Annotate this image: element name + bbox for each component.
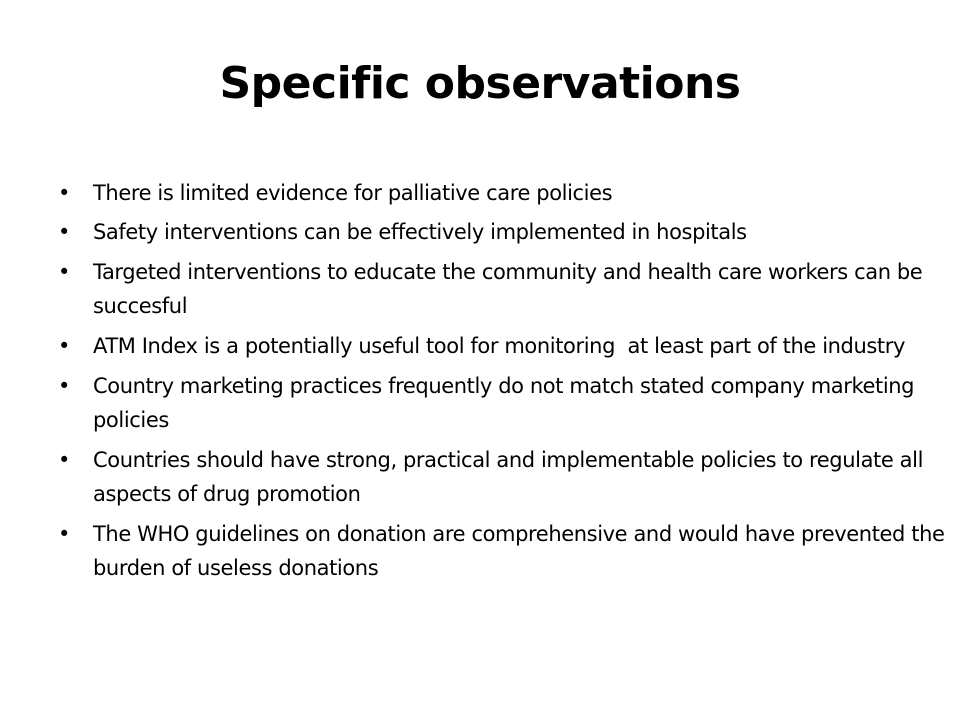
- bullet-item: [58, 517, 948, 585]
- bullet-icon: •: [58, 220, 70, 244]
- bullet-icon: •: [58, 181, 70, 205]
- bullet-icon: •: [58, 522, 70, 546]
- bullet-icon: •: [58, 334, 70, 358]
- bullet-text: ATM Index is a potentially useful tool for monitoring at least part of the industry: [93, 334, 906, 358]
- bullet-item: [58, 369, 948, 437]
- bullet-item: [58, 443, 948, 511]
- bullet-list: [58, 176, 948, 591]
- slide-title: Specific observations: [219, 58, 741, 109]
- bullet-icon: •: [58, 448, 70, 472]
- bullet-text: Country marketing practices frequently do not match stated company marketing policies: [93, 374, 915, 432]
- bullet-item: [58, 329, 948, 363]
- bullet-text: Targeted interventions to educate the community and health care workers can be succesful: [93, 260, 923, 318]
- bullet-text: Countries should have strong, practical and implementable policies to regulate all aspects of drug promotion: [93, 448, 924, 506]
- bullet-item: [58, 255, 948, 323]
- bullet-item: [58, 176, 948, 210]
- bullet-item: [58, 215, 948, 249]
- bullet-text: Safety interventions can be effectively implemented in hospitals: [93, 220, 747, 244]
- bullet-icon: •: [58, 260, 70, 284]
- bullet-icon: •: [58, 374, 70, 398]
- bullet-text: The WHO guidelines on donation are comprehensive and would have prevented the burden of useless donations: [93, 522, 945, 580]
- bullet-text: There is limited evidence for palliative care policies: [93, 181, 613, 205]
